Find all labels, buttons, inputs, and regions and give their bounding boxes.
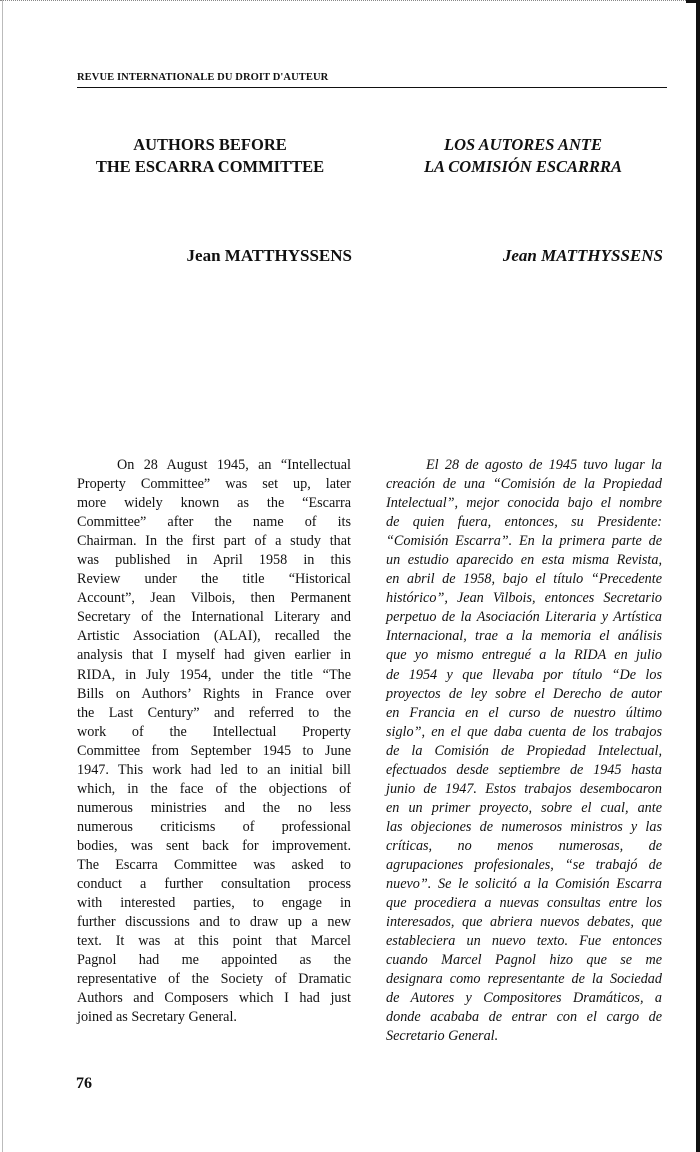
english-body-line: numerous criticisms of professional [77,818,351,835]
spanish-body-line: que procediera a nuevas consultas entre los [386,895,662,912]
english-body-line: work of the Intellectual Property [77,723,351,740]
english-body-line: analysis that I myself had given earlier in [77,647,351,664]
english-body-line: Chairman. In the first part of a study that [77,533,351,550]
spanish-title [378,134,668,178]
spanish-body-line: de la Comisión de Propiedad Intelectual, [386,742,662,759]
spanish-body-line: donde acababa de entrar con el cargo de [386,1009,662,1026]
spanish-body-line: perpetuo de la Asociación Literaria y Artística [386,609,662,626]
spanish-body-line: junio de 1947. Estos trabajos desembocaron [386,780,662,797]
english-body-line: The Escarra Committee was asked to [77,856,351,873]
english-body-line: Committee” after the name of its [77,514,351,531]
spanish-body-line: histórico”, Jean Vilbois, entonces Secretario [386,590,662,607]
spanish-body-line: estableciera un nuevo texto. Fue entonces [386,933,662,950]
spanish-body-line: siglo”, en el que daba cuenta de los trabajos [386,723,662,740]
english-body-line: Committee from September 1945 to June [77,742,351,759]
spanish-body-line: de quien fuera, entonces, su Presidente: [386,514,662,531]
spanish-body-line: un estudio aparecido en esta misma Revista, [386,552,662,569]
english-title [65,134,355,178]
english-body-line: representative of the Society of Dramatic [77,971,351,988]
scan-corner-mark [686,0,700,3]
spanish-body-line: “Comisión Escarra”. En la primera parte de [386,533,662,550]
page-number: 76 [76,1075,92,1092]
english-body-line: joined as Secretary General. [77,1009,237,1026]
spanish-body-line: proyectos de ley sobre el Derecho de autor [386,685,662,702]
english-body-line: numerous ministries and the no less [77,799,351,816]
spanish-body-line: críticas, no menos numerosas, de [386,837,662,854]
english-body-line: which, in the face of the objections of [77,780,351,797]
spanish-body-line: Internacional, trae a la memoria el análisis [386,628,662,645]
english-body-line: 1947. This work had led to an initial bill [77,761,351,778]
spanish-body-line: en un primer proyecto, sobre el cual, ante [386,799,662,816]
english-body-column [77,456,351,1027]
spanish-body-line: creación de una “Comisión de la Propiedad [386,476,662,493]
english-body-line: Property Committee” was set up, later [77,476,351,493]
spanish-body-line: cuando Marcel Pagnol hizo que se me [386,952,662,969]
english-body-line: the Last Century” and referred to the [77,704,351,721]
english-body-line: with interested parties, to engage in [77,895,351,912]
spanish-body-line: designara como representante de la Sociedad [386,971,662,988]
spanish-body-line: nuevo”. Se le solicitó a la Comisión Escarra [386,876,662,893]
english-body-line: Account”, Jean Vilbois, then Permanent [77,590,351,607]
english-body-line: text. It was at this point that Marcel [77,933,351,950]
english-body-line: On 28 August 1945, an “Intellectual [117,457,351,473]
spanish-body-line: en Francia en el curso de nuestro último [386,704,662,721]
english-body-line: Bills on Authors’ Rights in France over [77,685,351,702]
running-head: REVUE INTERNATIONALE DU DROIT D'AUTEUR [77,72,667,88]
english-body-line: was published in April 1958 in this [77,552,351,569]
spanish-body-line: efectuados desde septiembre de 1945 hasta [386,761,662,778]
english-body-line: Authors and Composers which I had just [77,990,351,1007]
english-body-line: RIDA, in July 1954, under the title “The [77,666,351,683]
spanish-body-line: El 28 de agosto de 1945 tuvo lugar la [426,457,662,473]
page-left-edge [2,0,3,1152]
spanish-body-column [386,456,662,1046]
scan-right-edge [696,0,700,1152]
english-body-line: bodies, was sent back for improvement. [77,837,351,854]
spanish-body-line: Secretario General. [386,1028,499,1045]
english-title-line: AUTHORS BEFORE [133,135,287,154]
english-body-line: conduct a further consultation process [77,876,351,893]
page-top-edge [0,0,700,1]
spanish-body-line: las objeciones de numerosos ministros y las [386,818,662,835]
english-body-line: Pagnol had me appointed as the [77,952,351,969]
english-body-line: Artistic Association (ALAI), recalled the [77,628,351,645]
english-body-line: Secretary of the International Literary and [77,609,351,626]
spanish-body-line: Intelectual”, mejor conocida bajo el nombre [386,495,662,512]
english-body-line: Review under the title “Historical [77,571,351,588]
spanish-author: Jean MATTHYSSENS [502,246,663,265]
spanish-title-line: LOS AUTORES ANTE [443,135,602,154]
spanish-title-line: LA COMISIÓN ESCARRRA [423,157,623,176]
english-author: Jean MATTHYSSENS [186,246,352,265]
spanish-body-line: de 1954 y que llevaba por título “De los [386,666,662,683]
spanish-body-line: agrupaciones profesionales, “se trabajó de [386,856,662,873]
spanish-body-line: interesados, que abriera nuevos debates, que [386,914,662,931]
spanish-body-line: en abril de 1958, bajo el título “Precedente [386,571,662,588]
spanish-body-line: que yo mismo entregué a la RIDA en julio [386,647,662,664]
english-title-line: THE ESCARRA COMMITTEE [95,157,325,176]
english-body-line: further discussions and to draw up a new [77,914,351,931]
english-body-line: more widely known as the “Escarra [77,495,351,512]
spanish-body-line: de Autores y Compositores Dramáticos, a [386,990,662,1007]
